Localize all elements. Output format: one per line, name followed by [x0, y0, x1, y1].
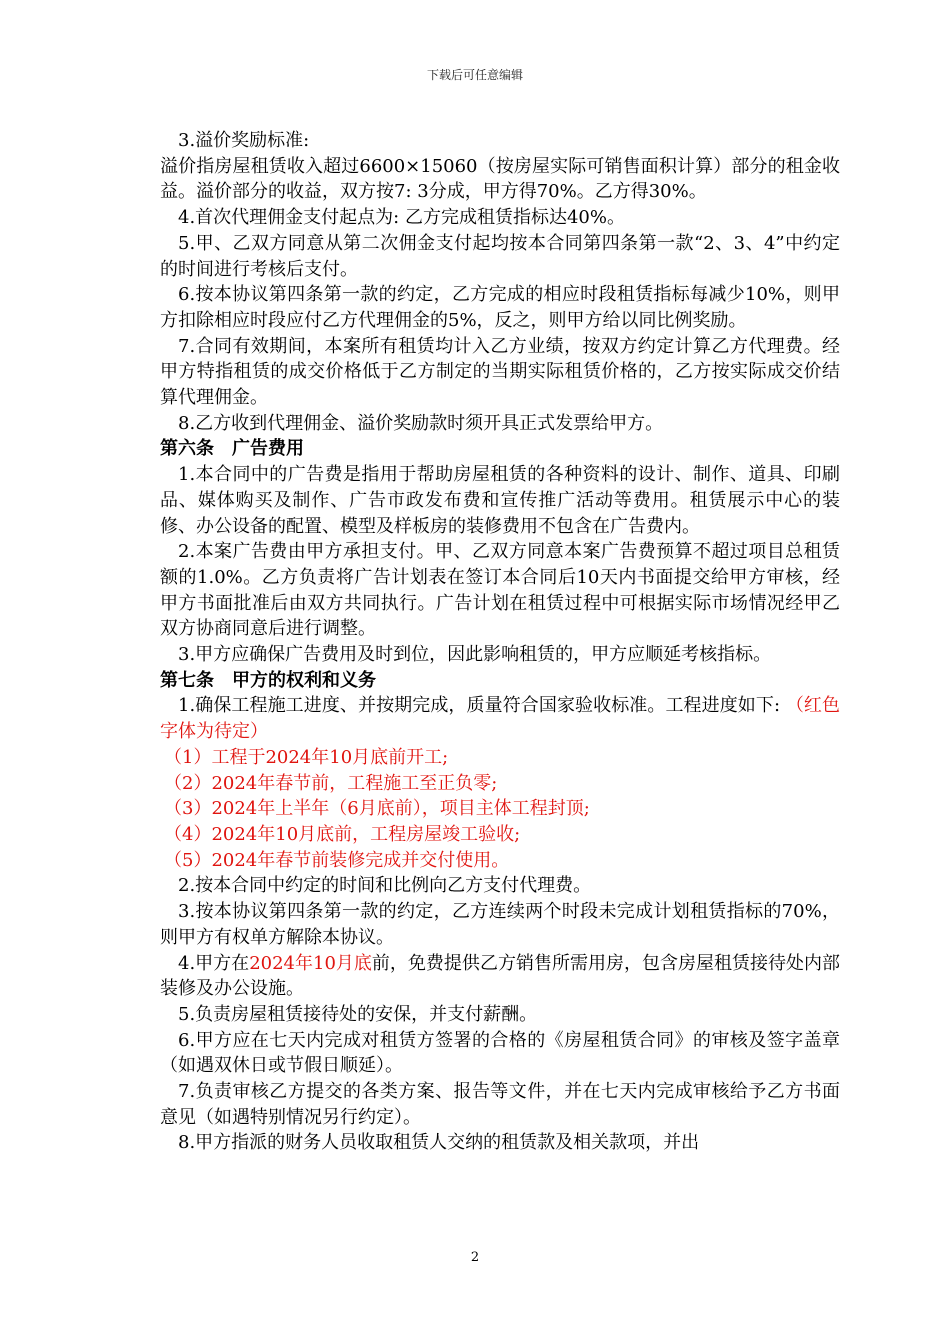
clause-7-4-date: 2024年10月底 [249, 952, 372, 974]
clause-5-4: 4.首次代理佣金支付起点为: 乙方完成租赁指标达40%。 [178, 207, 625, 229]
clause-7-8: 8.甲方指派的财务人员收取租赁人交纳的租赁款及相关款项，并出 [178, 1132, 700, 1154]
schedule-item-5: （5）2024年春节前装修完成并交付使用。 [164, 849, 510, 871]
page-header: 下载后可任意编辑 [426, 68, 523, 82]
pending-note: （红色字体为待定） [160, 695, 840, 743]
schedule-item-2: （2）2024年春节前，工程施工至正负零; [164, 772, 498, 794]
article-7-heading: 第七条 甲方的权利和义务 [160, 669, 376, 691]
schedule-item-1: （1）工程于2024年10月底前开工; [164, 746, 449, 768]
clause-5-7: 7.合同有效期间，本案所有租赁均计入乙方业绩，按双方约定计算乙方代理费。经甲方特指租赁的成交价格低于乙方制定的当期实际租赁价格的，乙方按实际成交价结算代理佣金。 [160, 335, 840, 409]
clause-6-2: 2.本案广告费由甲方承担支付。甲、乙双方同意本案广告费预算不超过项目总租赁额的1.0%。乙方负责将广告计划表在签订本合同后10天内书面提交给甲方审核，经甲方书面批准后由双方共同执行。广告计划在租赁过程中可根据实际市场情况经甲乙双方协商同意后进行调整。 [160, 541, 840, 640]
document-body [160, 128, 840, 1156]
schedule-item-3: （3）2024年上半年（6月底前），项目主体工程封顶; [164, 798, 590, 820]
article-6-heading: 第六条 广告费用 [160, 438, 304, 460]
clause-7-3: 3.按本协议第四条第一款的约定，乙方连续两个时段未完成计划租赁指标的70%，则甲方有权单方解除本协议。 [160, 901, 840, 948]
clause-7-4-end: 前，免费提供乙方销售所需用房，包含房屋租赁接待处内部装修及办公设施。 [160, 952, 840, 1000]
clause-7-7: 7.负责审核乙方提交的各类方案、报告等文件，并在七天内完成审核给予乙方书面意见（如遇特别情况另行约定）。 [160, 1081, 840, 1128]
clause-7-1-text: 1.确保工程施工进度、并按期完成，质量符合国家验收标准。工程进度如下: [178, 695, 786, 717]
clause-7-4 [160, 951, 840, 1002]
page-number: 2 [470, 1250, 480, 1265]
clause-7-6: 6.甲方应在七天内完成对租赁方签署的合格的《房屋租赁合同》的审核及签字盖章（如遇双休日或节假日顺延）。 [160, 1029, 840, 1077]
clause-5-8: 8.乙方收到代理佣金、溢价奖励款时须开具正式发票给甲方。 [178, 412, 664, 434]
clause-5-3-body: 溢价指房屋租赁收入超过6600×15060（按房屋实际可销售面积计算）部分的租金收益。溢价部分的收益，双方按7: 3分成，甲方得70%。乙方得30%。 [160, 155, 840, 203]
clause-7-1 [160, 693, 840, 744]
clause-6-1: 1.本合同中的广告费是指用于帮助房屋租赁的各种资料的设计、制作、道具、印刷品、媒体购买及制作、广告市政发布费和宣传推广活动等费用。租赁展示中心的装修、办公设备的配置、模型及样板房的装修费用不包含在广告费内。 [160, 464, 840, 537]
clause-7-2: 2.按本合同中约定的时间和比例向乙方支付代理费。 [178, 875, 592, 897]
clause-5-3: 3.溢价奖励标准: [178, 130, 310, 151]
clause-7-4-start: 4.甲方在 [178, 952, 250, 974]
schedule-item-4: （4）2024年10月底前，工程房屋竣工验收; [164, 823, 521, 845]
clause-7-5: 5.负责房屋租赁接待处的安保，并支付薪酬。 [178, 1003, 538, 1025]
clause-5-5: 5.甲、乙双方同意从第二次佣金支付起均按本合同第四条第一款“2、3、4”中约定的时间进行考核后支付。 [160, 232, 840, 280]
clause-6-3: 3.甲方应确保广告费用及时到位，因此影响租赁的，甲方应顺延考核指标。 [178, 644, 772, 666]
clause-5-6: 6.按本协议第四条第一款的约定，乙方完成的相应时段租赁指标每减少10%，则甲方扣除相应时段应付乙方代理佣金的5%，反之，则甲方给以同比例奖励。 [160, 284, 840, 331]
